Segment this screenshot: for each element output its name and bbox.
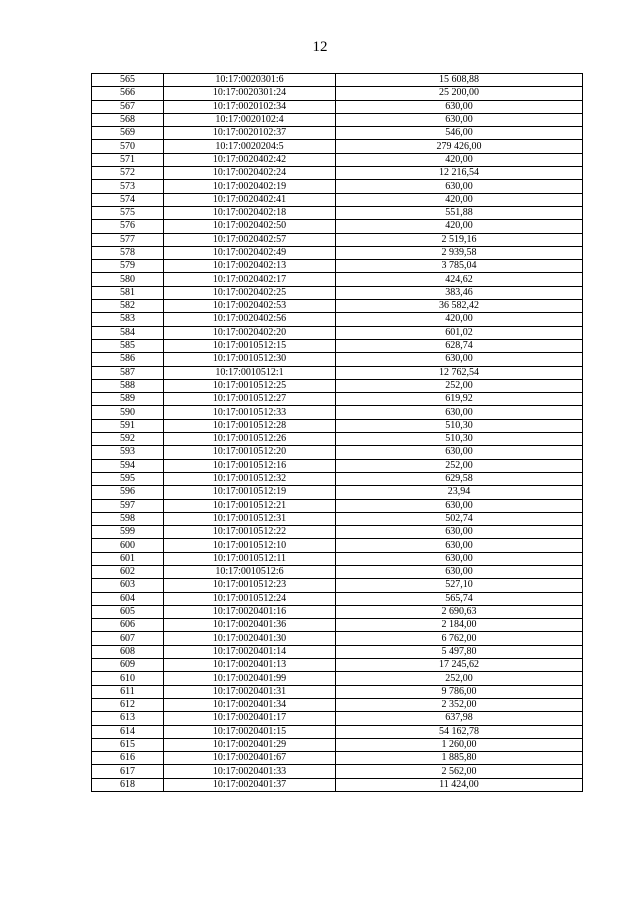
- table-row: [92, 406, 583, 419]
- row-number-cell: 607: [92, 632, 164, 645]
- row-number-cell: 612: [92, 698, 164, 711]
- cadastral-number-cell: 10:17:0020401:29: [164, 738, 336, 751]
- cadastral-number-cell: 10:17:0020402:42: [164, 153, 336, 166]
- table-row: [92, 725, 583, 738]
- cadastral-number-cell: 10:17:0020401:13: [164, 659, 336, 672]
- table-row: [92, 246, 583, 259]
- cadastral-number-cell: 10:17:0020401:14: [164, 645, 336, 658]
- table-row: [92, 300, 583, 313]
- cadastral-number-cell: 10:17:0010512:32: [164, 472, 336, 485]
- cadastral-number-cell: 10:17:0020102:37: [164, 127, 336, 140]
- row-number-cell: 580: [92, 273, 164, 286]
- table-row: [92, 366, 583, 379]
- row-number-cell: 579: [92, 260, 164, 273]
- cadastral-number-cell: 10:17:0010512:33: [164, 406, 336, 419]
- cadastral-value-cell: 630,00: [336, 406, 583, 419]
- cadastral-number-cell: 10:17:0020301:24: [164, 87, 336, 100]
- table-row: [92, 645, 583, 658]
- cadastral-number-cell: 10:17:0020402:20: [164, 326, 336, 339]
- cadastral-value-cell: 3 785,04: [336, 260, 583, 273]
- table-row: [92, 539, 583, 552]
- cadastral-value-cell: 630,00: [336, 113, 583, 126]
- cadastral-value-cell: 630,00: [336, 100, 583, 113]
- row-number-cell: 611: [92, 685, 164, 698]
- row-number-cell: 597: [92, 499, 164, 512]
- table-row: [92, 632, 583, 645]
- row-number-cell: 568: [92, 113, 164, 126]
- cadastral-value-cell: 630,00: [336, 446, 583, 459]
- row-number-cell: 592: [92, 433, 164, 446]
- cadastral-number-cell: 10:17:0020401:36: [164, 619, 336, 632]
- cadastral-value-cell: 2 352,00: [336, 698, 583, 711]
- row-number-cell: 594: [92, 459, 164, 472]
- row-number-cell: 596: [92, 486, 164, 499]
- row-number-cell: 589: [92, 393, 164, 406]
- row-number-cell: 572: [92, 167, 164, 180]
- cadastral-value-cell: 630,00: [336, 565, 583, 578]
- cadastral-number-cell: 10:17:0020402:41: [164, 193, 336, 206]
- table-row: [92, 393, 583, 406]
- cadastral-value-cell: 12 216,54: [336, 167, 583, 180]
- cadastral-value-cell: 630,00: [336, 180, 583, 193]
- cadastral-number-cell: 10:17:0020402:18: [164, 206, 336, 219]
- row-number-cell: 581: [92, 286, 164, 299]
- table-row: [92, 419, 583, 432]
- table-row: [92, 180, 583, 193]
- cadastral-value-cell: 279 426,00: [336, 140, 583, 153]
- table-row: [92, 286, 583, 299]
- row-number-cell: 577: [92, 233, 164, 246]
- cadastral-value-cell: 565,74: [336, 592, 583, 605]
- table-row: [92, 113, 583, 126]
- table-body: [92, 74, 583, 792]
- row-number-cell: 604: [92, 592, 164, 605]
- cadastral-number-cell: 10:17:0010512:23: [164, 579, 336, 592]
- cadastral-number-cell: 10:17:0020401:15: [164, 725, 336, 738]
- cadastral-number-cell: 10:17:0020301:6: [164, 74, 336, 87]
- row-number-cell: 573: [92, 180, 164, 193]
- table-row: [92, 512, 583, 525]
- table-row: [92, 446, 583, 459]
- cadastral-value-cell: 2 939,58: [336, 246, 583, 259]
- cadastral-value-cell: 12 762,54: [336, 366, 583, 379]
- row-number-cell: 598: [92, 512, 164, 525]
- row-number-cell: 605: [92, 605, 164, 618]
- cadastral-number-cell: 10:17:0010512:25: [164, 379, 336, 392]
- table-row: [92, 433, 583, 446]
- table-row: [92, 353, 583, 366]
- row-number-cell: 584: [92, 326, 164, 339]
- row-number-cell: 606: [92, 619, 164, 632]
- row-number-cell: 578: [92, 246, 164, 259]
- cadastral-value-cell: 1 885,80: [336, 752, 583, 765]
- table-row: [92, 379, 583, 392]
- row-number-cell: 614: [92, 725, 164, 738]
- cadastral-number-cell: 10:17:0010512:21: [164, 499, 336, 512]
- row-number-cell: 593: [92, 446, 164, 459]
- cadastral-value-cell: 9 786,00: [336, 685, 583, 698]
- cadastral-number-cell: 10:17:0020401:99: [164, 672, 336, 685]
- cadastral-value-cell: 11 424,00: [336, 778, 583, 791]
- cadastral-number-cell: 10:17:0020402:49: [164, 246, 336, 259]
- cadastral-value-cell: 510,30: [336, 433, 583, 446]
- cadastral-number-cell: 10:17:0010512:30: [164, 353, 336, 366]
- table-row: [92, 685, 583, 698]
- row-number-cell: 613: [92, 712, 164, 725]
- row-number-cell: 575: [92, 206, 164, 219]
- cadastral-number-cell: 10:17:0020402:13: [164, 260, 336, 273]
- table-row: [92, 87, 583, 100]
- cadastral-value-cell: 629,58: [336, 472, 583, 485]
- row-number-cell: 600: [92, 539, 164, 552]
- cadastral-number-cell: 10:17:0010512:10: [164, 539, 336, 552]
- row-number-cell: 608: [92, 645, 164, 658]
- cadastral-value-cell: 630,00: [336, 353, 583, 366]
- cadastral-value-table: [91, 73, 583, 792]
- table-row: [92, 778, 583, 791]
- cadastral-value-cell: 25 200,00: [336, 87, 583, 100]
- table-row: [92, 499, 583, 512]
- row-number-cell: 566: [92, 87, 164, 100]
- row-number-cell: 576: [92, 220, 164, 233]
- cadastral-value-cell: 252,00: [336, 672, 583, 685]
- cadastral-value-cell: 630,00: [336, 499, 583, 512]
- cadastral-number-cell: 10:17:0020401:34: [164, 698, 336, 711]
- row-number-cell: 602: [92, 565, 164, 578]
- cadastral-number-cell: 10:17:0020402:50: [164, 220, 336, 233]
- row-number-cell: 565: [92, 74, 164, 87]
- row-number-cell: 570: [92, 140, 164, 153]
- table-row: [92, 565, 583, 578]
- cadastral-number-cell: 10:17:0010512:20: [164, 446, 336, 459]
- cadastral-value-cell: 54 162,78: [336, 725, 583, 738]
- cadastral-value-cell: 619,92: [336, 393, 583, 406]
- cadastral-number-cell: 10:17:0020401:30: [164, 632, 336, 645]
- table-row: [92, 472, 583, 485]
- cadastral-value-cell: 424,62: [336, 273, 583, 286]
- table-row: [92, 153, 583, 166]
- table-row: [92, 672, 583, 685]
- cadastral-value-cell: 527,10: [336, 579, 583, 592]
- row-number-cell: 610: [92, 672, 164, 685]
- row-number-cell: 617: [92, 765, 164, 778]
- cadastral-value-cell: 420,00: [336, 313, 583, 326]
- cadastral-number-cell: 10:17:0010512:28: [164, 419, 336, 432]
- table-row: [92, 233, 583, 246]
- table-row: [92, 74, 583, 87]
- cadastral-number-cell: 10:17:0020402:19: [164, 180, 336, 193]
- cadastral-number-cell: 10:17:0020401:33: [164, 765, 336, 778]
- table-row: [92, 313, 583, 326]
- row-number-cell: 618: [92, 778, 164, 791]
- cadastral-number-cell: 10:17:0010512:27: [164, 393, 336, 406]
- cadastral-number-cell: 10:17:0010512:16: [164, 459, 336, 472]
- cadastral-value-cell: 502,74: [336, 512, 583, 525]
- cadastral-value-cell: 252,00: [336, 459, 583, 472]
- row-number-cell: 601: [92, 552, 164, 565]
- cadastral-number-cell: 10:17:0020401:37: [164, 778, 336, 791]
- cadastral-number-cell: 10:17:0010512:19: [164, 486, 336, 499]
- table-row: [92, 260, 583, 273]
- cadastral-value-cell: 420,00: [336, 153, 583, 166]
- cadastral-value-cell: 630,00: [336, 526, 583, 539]
- cadastral-value-cell: 420,00: [336, 220, 583, 233]
- table-row: [92, 206, 583, 219]
- cadastral-value-cell: 383,46: [336, 286, 583, 299]
- row-number-cell: 582: [92, 300, 164, 313]
- cadastral-number-cell: 10:17:0010512:26: [164, 433, 336, 446]
- cadastral-value-cell: 601,02: [336, 326, 583, 339]
- cadastral-number-cell: 10:17:0010512:11: [164, 552, 336, 565]
- cadastral-value-cell: 546,00: [336, 127, 583, 140]
- table-row: [92, 579, 583, 592]
- cadastral-number-cell: 10:17:0020401:17: [164, 712, 336, 725]
- cadastral-number-cell: 10:17:0010512:24: [164, 592, 336, 605]
- row-number-cell: 615: [92, 738, 164, 751]
- cadastral-value-cell: 630,00: [336, 539, 583, 552]
- cadastral-value-cell: 15 608,88: [336, 74, 583, 87]
- cadastral-value-cell: 2 562,00: [336, 765, 583, 778]
- table-row: [92, 765, 583, 778]
- page-number: 12: [312, 39, 328, 55]
- table-row: [92, 619, 583, 632]
- row-number-cell: 574: [92, 193, 164, 206]
- table-row: [92, 526, 583, 539]
- row-number-cell: 616: [92, 752, 164, 765]
- row-number-cell: 599: [92, 526, 164, 539]
- row-number-cell: 590: [92, 406, 164, 419]
- table-row: [92, 326, 583, 339]
- row-number-cell: 609: [92, 659, 164, 672]
- cadastral-number-cell: 10:17:0020401:16: [164, 605, 336, 618]
- table-row: [92, 100, 583, 113]
- cadastral-value-cell: 17 245,62: [336, 659, 583, 672]
- cadastral-value-cell: 2 519,16: [336, 233, 583, 246]
- cadastral-number-cell: 10:17:0010512:22: [164, 526, 336, 539]
- cadastral-value-cell: 551,88: [336, 206, 583, 219]
- row-number-cell: 591: [92, 419, 164, 432]
- table-row: [92, 659, 583, 672]
- row-number-cell: 603: [92, 579, 164, 592]
- cadastral-number-cell: 10:17:0020402:53: [164, 300, 336, 313]
- table-row: [92, 698, 583, 711]
- table-row: [92, 140, 583, 153]
- table-row: [92, 220, 583, 233]
- table-row: [92, 273, 583, 286]
- row-number-cell: 595: [92, 472, 164, 485]
- table-row: [92, 167, 583, 180]
- cadastral-number-cell: 10:17:0010512:31: [164, 512, 336, 525]
- cadastral-value-cell: 36 582,42: [336, 300, 583, 313]
- table-row: [92, 459, 583, 472]
- table-row: [92, 486, 583, 499]
- row-number-cell: 567: [92, 100, 164, 113]
- table-row: [92, 738, 583, 751]
- cadastral-value-cell: 252,00: [336, 379, 583, 392]
- table-row: [92, 605, 583, 618]
- table-row: [92, 339, 583, 352]
- row-number-cell: 587: [92, 366, 164, 379]
- cadastral-number-cell: 10:17:0020402:57: [164, 233, 336, 246]
- table-row: [92, 193, 583, 206]
- cadastral-number-cell: 10:17:0020402:25: [164, 286, 336, 299]
- cadastral-value-cell: 23,94: [336, 486, 583, 499]
- row-number-cell: 588: [92, 379, 164, 392]
- cadastral-number-cell: 10:17:0020401:31: [164, 685, 336, 698]
- row-number-cell: 583: [92, 313, 164, 326]
- cadastral-value-cell: 420,00: [336, 193, 583, 206]
- row-number-cell: 586: [92, 353, 164, 366]
- cadastral-value-cell: 630,00: [336, 552, 583, 565]
- cadastral-number-cell: 10:17:0010512:6: [164, 565, 336, 578]
- cadastral-value-cell: 637,98: [336, 712, 583, 725]
- cadastral-value-cell: 2 184,00: [336, 619, 583, 632]
- cadastral-number-cell: 10:17:0020402:24: [164, 167, 336, 180]
- cadastral-number-cell: 10:17:0020102:34: [164, 100, 336, 113]
- table-row: [92, 592, 583, 605]
- row-number-cell: 585: [92, 339, 164, 352]
- cadastral-value-cell: 5 497,80: [336, 645, 583, 658]
- cadastral-value-cell: 1 260,00: [336, 738, 583, 751]
- cadastral-number-cell: 10:17:0020401:67: [164, 752, 336, 765]
- table-row: [92, 127, 583, 140]
- row-number-cell: 571: [92, 153, 164, 166]
- cadastral-number-cell: 10:17:0020204:5: [164, 140, 336, 153]
- row-number-cell: 569: [92, 127, 164, 140]
- table-row: [92, 712, 583, 725]
- cadastral-value-cell: 2 690,63: [336, 605, 583, 618]
- cadastral-number-cell: 10:17:0020102:4: [164, 113, 336, 126]
- table-row: [92, 752, 583, 765]
- cadastral-number-cell: 10:17:0020402:56: [164, 313, 336, 326]
- cadastral-number-cell: 10:17:0020402:17: [164, 273, 336, 286]
- cadastral-value-cell: 510,30: [336, 419, 583, 432]
- cadastral-number-cell: 10:17:0010512:1: [164, 366, 336, 379]
- cadastral-value-cell: 628,74: [336, 339, 583, 352]
- table-row: [92, 552, 583, 565]
- cadastral-number-cell: 10:17:0010512:15: [164, 339, 336, 352]
- cadastral-value-cell: 6 762,00: [336, 632, 583, 645]
